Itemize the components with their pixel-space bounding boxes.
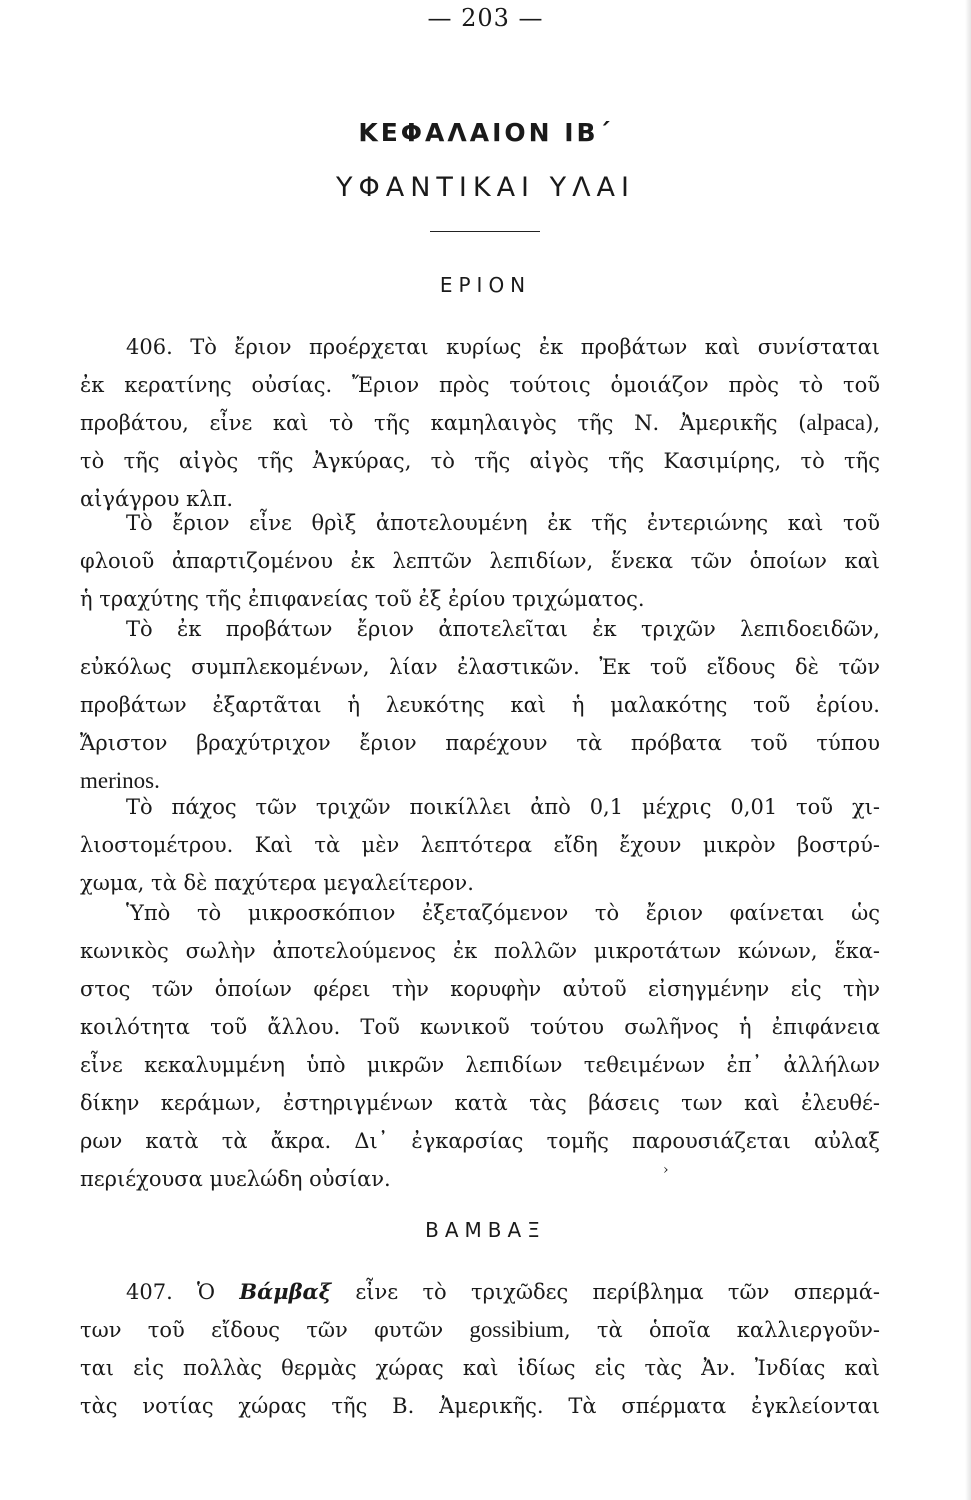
title-rule <box>430 231 540 232</box>
text-line: λιοστομέτρου. Καὶ τὰ μὲν λεπτότερα εἴδη ἔχουν μικρὸν βοστρύ- <box>80 833 880 857</box>
latin-term: gossibium <box>469 1317 564 1342</box>
text-line: Τὸ πάχος τῶν τριχῶν ποικίλλει ἀπὸ 0,1 μέχρις 0,01 τοῦ χι- <box>126 795 880 819</box>
text-line: φλοιοῦ ἀπαρτιζομένου ἐκ λεπτῶν λεπιδίων, ἕνεκα τῶν ὁποίων καὶ <box>80 549 880 573</box>
text-line: εἶνε κεκαλυμμένη ὑπὸ μικρῶν λεπιδίων τεθειμένων ἐπ᾽ ἀλλήλων <box>80 1053 880 1077</box>
text-line <box>80 404 880 442</box>
section-heading-wool: ΕΡΙΟΝ <box>439 273 532 297</box>
paragraph-407 <box>80 1273 880 1425</box>
text-line <box>80 1311 880 1349</box>
text-line: Τὸ ἐκ προβάτων ἔριον ἀποτελεῖται ἐκ τριχῶν λεπιδοειδῶν, <box>126 617 880 641</box>
text-line: Ἄριστον βραχύτριχον ἔριον παρέχουν τὰ πρόβατα τοῦ τύπου <box>80 731 880 755</box>
text-line <box>80 1273 880 1311</box>
text-line: προβάτων ἐξαρτᾶται ἡ λευκότης καὶ ἡ μαλακότης τοῦ ἐρίου. <box>80 693 880 717</box>
section-heading-cotton: ΒΑΜΒΑΞ <box>425 1218 546 1242</box>
text-segment: προβάτου, εἶνε καὶ τὸ τῆς καμηλαιγὸς τῆς Ν. Ἀμερικῆς ( <box>80 411 807 435</box>
text-line: χωμα, τὰ δὲ παχύτερα μεγαλείτερον. <box>80 871 474 895</box>
paragraph-wool-3 <box>80 610 880 800</box>
text-line: 406. Τὸ ἔριον προέρχεται κυρίως ἐκ προβάτων καὶ συνίσταται <box>126 335 880 359</box>
text-line: κοιλότητα τοῦ ἄλλου. Τοῦ κωνικοῦ τούτου σωλῆνος ἡ ἐπιφάνεια <box>80 1015 880 1039</box>
chapter-heading: ΚΕΦΑΛΑΙΟΝ ΙΒ΄ <box>358 118 613 147</box>
page-number: — 203 — <box>427 4 544 32</box>
text-line: αἰγάγρου κλπ. <box>80 487 234 511</box>
text-segment: των τοῦ εἴδους τῶν φυτῶν <box>80 1318 470 1342</box>
text-segment: εἶνε τὸ τριχῶδες περίβλημα τῶν σπερμά- <box>331 1280 880 1304</box>
text-line: ἡ τραχύτης τῆς ἐπιφανείας τοῦ ἐξ ἐρίου τριχώματος. <box>80 587 645 611</box>
text-line: merinos. <box>80 768 160 793</box>
text-line: Τὸ ἔριον εἶνε θρὶξ ἀποτελουμένη ἐκ τῆς ἐντεριώνης καὶ τοῦ <box>126 511 880 535</box>
chapter-title: ΥΦΑΝΤΙΚΑΙ ΥΛΑΙ <box>336 172 635 203</box>
text-line: δίκην κεράμων, ἐστηριγμένων κατὰ τὰς βάσεις των καὶ ἐλευθέ- <box>80 1091 880 1115</box>
paragraph-406 <box>80 328 880 518</box>
text-line: ται εἰς πολλὰς θερμὰς χώρας καὶ ἰδίως εἰς τὰς Ἀν. Ἰνδίας καὶ <box>80 1356 880 1380</box>
page-edge-shadow <box>965 0 971 1500</box>
text-line: τὰς νοτίας χώρας τῆς Β. Ἀμερικῆς. Τὰ σπέρματα ἐγκλείονται <box>80 1394 880 1418</box>
text-line: ἐκ κερατίνης οὐσίας. Ἔριον πρὸς τούτοις ὁμοιάζον πρὸς τὸ τοῦ <box>80 373 880 397</box>
text-line: περιέχουσα μυελώδη οὐσίαν. <box>80 1167 391 1191</box>
text-segment: 407. Ὁ <box>126 1280 240 1304</box>
text-segment: ), <box>865 411 880 435</box>
latin-term: alpaca <box>806 410 866 435</box>
paragraph-wool-2 <box>80 504 880 618</box>
text-line: ρων κατὰ τὰ ἄκρα. Δι᾽ ἐγκαρσίας τομῆς παρουσιάζεται αὐλαξ <box>80 1129 880 1153</box>
print-speck: › <box>663 1162 669 1178</box>
paragraph-wool-5 <box>80 894 880 1198</box>
text-line: στος τῶν ὁποίων φέρει τὴν κορυφὴν αὐτοῦ εἰσηγμένην εἰς τὴν <box>80 977 880 1001</box>
paragraph-wool-4 <box>80 788 880 902</box>
text-line: εὐκόλως συμπλεκομένων, λίαν ἐλαστικῶν. Ἐκ τοῦ εἴδους δὲ τῶν <box>80 655 880 679</box>
term-bold: Βάμβαξ <box>239 1279 332 1304</box>
text-line: κωνικὸς σωλὴν ἀποτελούμενος ἐκ πολλῶν μικροτάτων κώνων, ἕκα- <box>80 939 880 963</box>
text-segment: , τὰ ὁποῖα καλλιεργοῦν- <box>563 1318 880 1342</box>
text-line: Ὑπὸ τὸ μικροσκόπιον ἐξεταζόμενον τὸ ἔριον φαίνεται ὡς <box>126 901 880 925</box>
text-line: τὸ τῆς αἰγὸς τῆς Ἀγκύρας, τὸ τῆς αἰγὸς τῆς Κασιμίρης, τὸ τῆς <box>80 449 880 473</box>
